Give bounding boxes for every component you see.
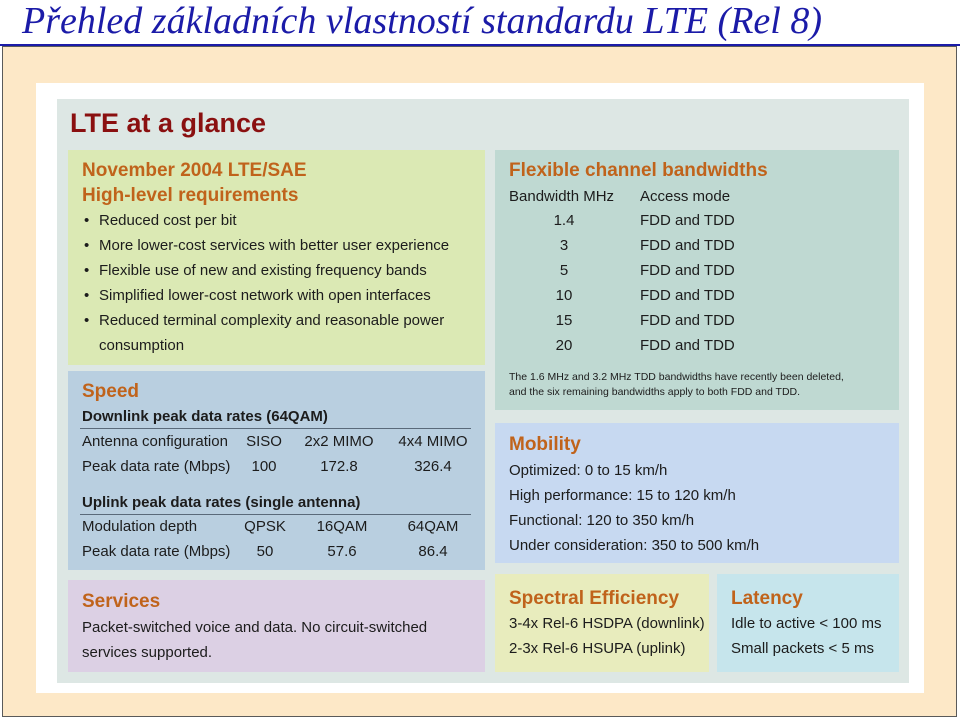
requirements-title-2: High-level requirements bbox=[82, 185, 299, 206]
spectral-efficiency-line-1: 3-4x Rel-6 HSDPA (downlink) bbox=[509, 615, 705, 632]
downlink-value: 172.8 bbox=[320, 458, 358, 475]
downlink-divider bbox=[80, 428, 471, 429]
downlink-header: 4x4 MIMO bbox=[398, 433, 468, 450]
access-mode-value: FDD and TDD bbox=[640, 337, 735, 354]
uplink-header: 16QAM bbox=[316, 518, 368, 535]
bullet-dot: • bbox=[84, 237, 90, 254]
uplink-header: 64QAM bbox=[407, 518, 459, 535]
bullet-dot: • bbox=[84, 287, 90, 304]
uplink-value: 86.4 bbox=[418, 543, 448, 560]
spectral-efficiency-line-2: 2-3x Rel-6 HSUPA (uplink) bbox=[509, 640, 686, 657]
mobility-line: Optimized: 0 to 15 km/h bbox=[509, 462, 668, 479]
latency-line-1: Idle to active < 100 ms bbox=[731, 615, 882, 632]
access-mode-value: FDD and TDD bbox=[640, 312, 735, 329]
bandwidth-note-2: and the six remaining bandwidths apply to both FDD and TDD. bbox=[509, 386, 801, 398]
services-line-2: services supported. bbox=[82, 644, 213, 661]
access-mode-value: FDD and TDD bbox=[640, 262, 735, 279]
uplink-divider bbox=[80, 514, 471, 515]
downlink-value: 100 bbox=[251, 458, 277, 475]
mobility-line: High performance: 15 to 120 km/h bbox=[509, 487, 736, 504]
bandwidth-title: Flexible channel bandwidths bbox=[509, 160, 768, 181]
uplink-header: QPSK bbox=[244, 518, 286, 535]
slide-title: Přehled základních vlastností standardu LTE (Rel 8) bbox=[22, 0, 822, 42]
spectral-efficiency-title: Spectral Efficiency bbox=[509, 588, 680, 609]
bandwidth-value: 3 bbox=[559, 237, 569, 254]
uplink-value: 57.6 bbox=[327, 543, 357, 560]
bullet-dot: • bbox=[84, 262, 90, 279]
requirement-item-continuation: consumption bbox=[99, 337, 185, 354]
access-mode-value: FDD and TDD bbox=[640, 237, 735, 254]
downlink-row-label: Peak data rate (Mbps) bbox=[82, 458, 231, 475]
requirement-item: Simplified lower-cost network with open interfaces bbox=[99, 287, 431, 304]
access-mode-value: FDD and TDD bbox=[640, 287, 735, 304]
figure-heading: LTE at a glance bbox=[70, 108, 267, 138]
downlink-title: Downlink peak data rates (64QAM) bbox=[82, 408, 328, 425]
access-mode-value: FDD and TDD bbox=[640, 212, 735, 229]
bullet-dot: • bbox=[84, 312, 90, 329]
bandwidth-note-1: The 1.6 MHz and 3.2 MHz TDD bandwidths have recently been deleted, bbox=[509, 371, 844, 383]
latency-title: Latency bbox=[731, 588, 803, 609]
access-mode-col-header: Access mode bbox=[640, 188, 731, 205]
bandwidth-value: 5 bbox=[559, 262, 569, 279]
downlink-header-label: Antenna configuration bbox=[82, 433, 228, 450]
uplink-header-label: Modulation depth bbox=[82, 518, 198, 535]
requirement-item: More lower-cost services with better user experience bbox=[99, 237, 450, 254]
downlink-header: 2x2 MIMO bbox=[304, 433, 374, 450]
bandwidth-col-header: Bandwidth MHz bbox=[509, 188, 615, 205]
mobility-title: Mobility bbox=[509, 434, 581, 455]
bandwidth-value: 10 bbox=[555, 287, 573, 304]
uplink-row-label: Peak data rate (Mbps) bbox=[82, 543, 231, 560]
bandwidth-value: 15 bbox=[555, 312, 573, 329]
speed-title: Speed bbox=[82, 381, 140, 402]
requirement-item: Reduced cost per bit bbox=[99, 212, 237, 229]
uplink-title: Uplink peak data rates (single antenna) bbox=[82, 494, 361, 511]
bullet-dot: • bbox=[84, 212, 90, 229]
services-line-1: Packet-switched voice and data. No circuit-switched bbox=[82, 619, 428, 636]
requirement-item: Reduced terminal complexity and reasonable power bbox=[99, 312, 445, 329]
requirements-box bbox=[68, 150, 485, 365]
mobility-line: Under consideration: 350 to 500 km/h bbox=[509, 537, 760, 554]
downlink-header: SISO bbox=[246, 433, 282, 450]
services-title: Services bbox=[82, 591, 161, 612]
downlink-value: 326.4 bbox=[414, 458, 452, 475]
uplink-value: 50 bbox=[256, 543, 274, 560]
requirements-title-1: November 2004 LTE/SAE bbox=[82, 160, 307, 181]
bandwidth-value: 1.4 bbox=[553, 212, 575, 229]
mobility-line: Functional: 120 to 350 km/h bbox=[509, 512, 695, 529]
latency-line-2: Small packets < 5 ms bbox=[731, 640, 874, 657]
bandwidth-value: 20 bbox=[555, 337, 573, 354]
requirement-item: Flexible use of new and existing frequency bands bbox=[99, 262, 427, 279]
